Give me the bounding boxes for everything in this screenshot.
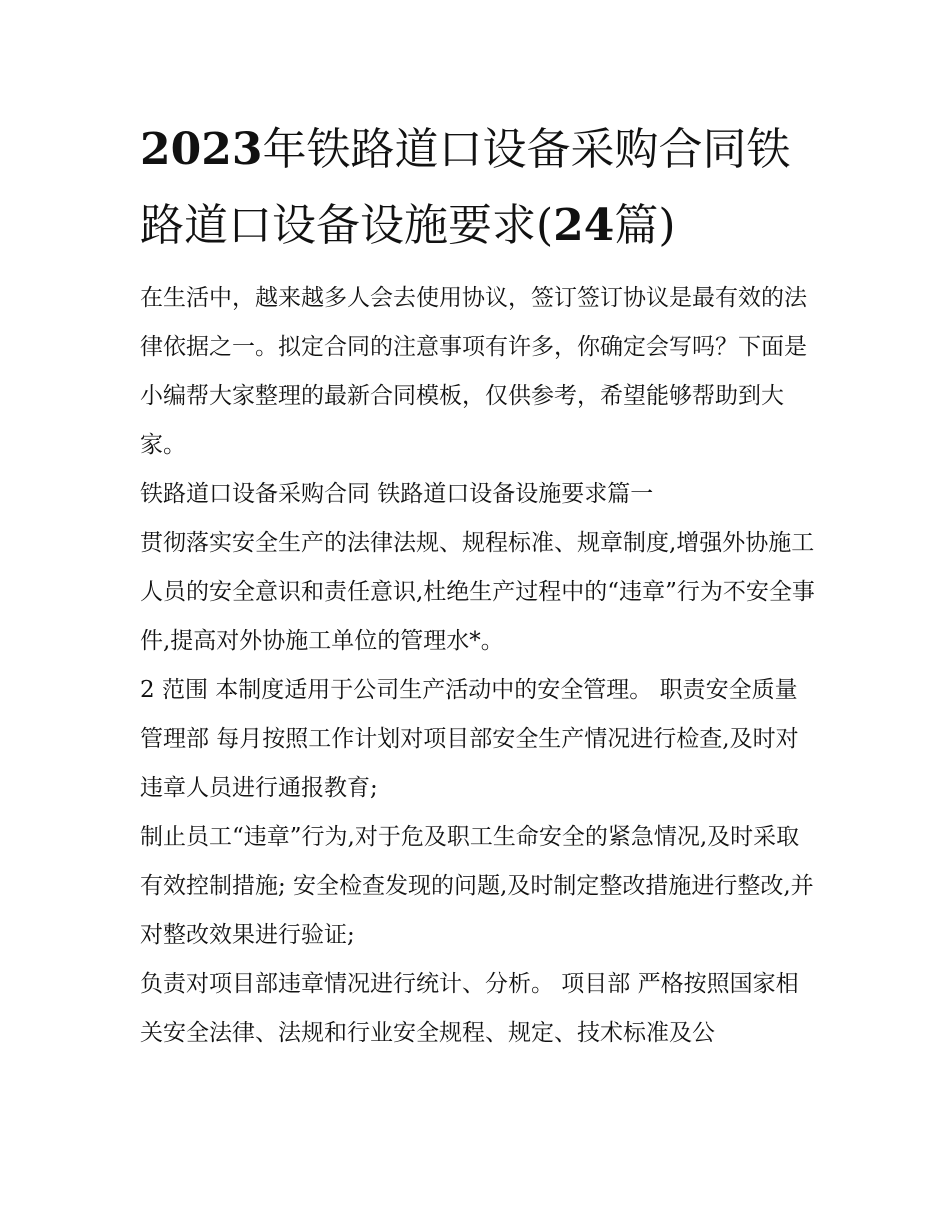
body-paragraph-measures: 制止员工“违章”行为,对于危及职工生命安全的紧急情况,及时采取有效控制措施; 安全检查发现的问题,及时制定整改措施进行整改,并对整改效果进行验证; [140,824,814,948]
document-content [140,112,820,1058]
title-suffix: 篇) [614,200,676,251]
title-year: 2023 [140,124,263,175]
body-paragraph-scope: 2 范围 本制度适用于公司生产活动中的安全管理。 职责安全质量管理部 每月按照工作计划对项目部安全生产情况进行检查,及时对违章人员进行通报教育; [140,677,799,801]
title-count: 24 [553,200,615,251]
body-paragraph-project: 负责对项目部违章情况进行统计、分析。 项目部 严格按照国家相关安全法律、法规和行业安全规程、规定、技术标准及公 [140,971,799,1046]
intro-paragraph: 在生活中，越来越多人会去使用协议，签订签订协议是最有效的法律依据之一。拟定合同的注意事项有许多，你确定会写吗？下面是小编帮大家整理的最新合同模板，仅供参考，希望能够帮助到大家。 [140,285,807,458]
title-main: 年铁路道口设备采购合同铁路道口设备设施要求( [140,124,791,251]
section-heading: 铁路道口设备采购合同 铁路道口设备设施要求篇一 [140,481,654,507]
document-title [140,112,820,264]
body-paragraph-purpose: 贯彻落实安全生产的法律法规、规程标准、规章制度,增强外协施工人员的安全意识和责任意识,杜绝生产过程中的“违章”行为不安全事件,提高对外协施工单位的管理水*。 [140,530,815,654]
